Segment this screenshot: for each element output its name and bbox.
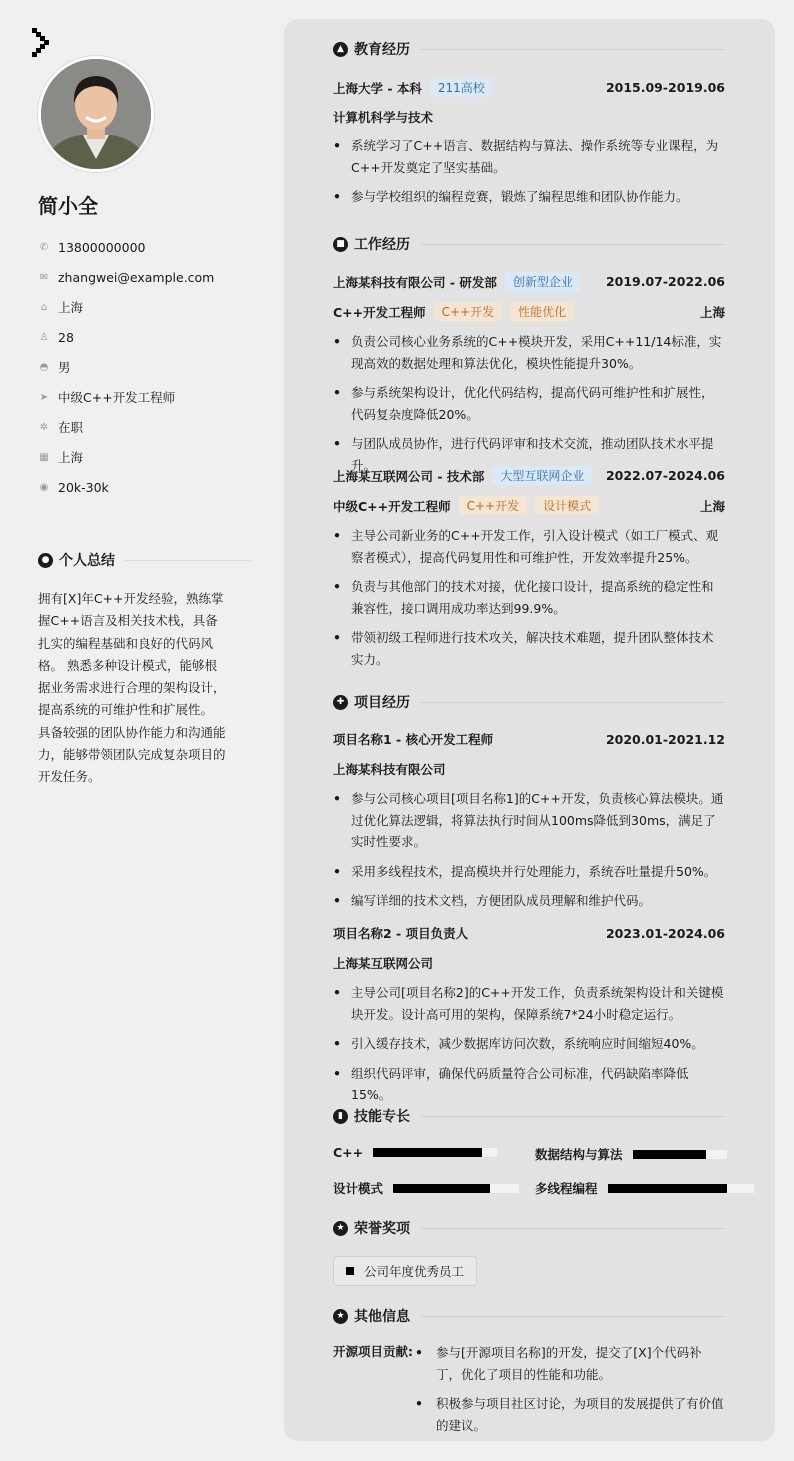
- contact-item: [38, 472, 258, 502]
- summary-title: 个人总结: [59, 553, 115, 569]
- list-item: • 主导公司新业务的C++开发工作，引入设计模式（如工厂模式、观察者模式），提高代码复用性和可维护性，开发效率提升25%。: [333, 525, 725, 568]
- contact-value: zhangwei@example.com: [58, 269, 215, 285]
- skill-tag: 设计模式: [535, 496, 599, 515]
- info-icon: ★: [333, 1309, 348, 1324]
- education-bullets: [333, 135, 725, 216]
- skill-item: [333, 1145, 497, 1160]
- company-tag: 创新型企业: [505, 272, 581, 291]
- education-header: [333, 39, 726, 59]
- job-bullets: [333, 525, 725, 678]
- contact-value: 男: [58, 360, 71, 375]
- divider: [125, 560, 252, 561]
- age-icon: ♙: [39, 331, 49, 343]
- contact-item: [38, 352, 258, 382]
- contact-value: 20k-30k: [58, 479, 109, 495]
- status-icon: ✲: [39, 421, 49, 433]
- grid-icon: ✚: [333, 695, 348, 710]
- contact-value: 上海: [58, 300, 84, 315]
- other-label: 开源项目贡献:: [333, 1344, 413, 1359]
- contact-item: [38, 262, 258, 292]
- position-icon: ➤: [39, 391, 49, 403]
- project-date: 2023.01-2024.06: [605, 925, 725, 941]
- skill-item: [535, 1145, 727, 1163]
- projects-header: [333, 692, 726, 712]
- role-name: 中级C++开发工程师: [333, 498, 451, 514]
- project-bullets: [333, 982, 725, 1114]
- company-name: 上海某科技有限公司 - 研发部: [333, 274, 497, 290]
- graduation-cap-icon: ▲: [333, 42, 348, 57]
- other-title: 其他信息: [354, 1309, 410, 1325]
- skill-name: 多线程编程: [535, 1181, 598, 1196]
- home-icon: ⌂: [40, 301, 48, 313]
- award-item: [333, 1256, 477, 1286]
- candidate-name: 简小全: [38, 194, 98, 218]
- square-icon: [346, 1267, 354, 1275]
- chevron-logo-icon: [32, 28, 52, 58]
- skill-name: C++: [333, 1145, 364, 1160]
- list-item: • 负责公司核心业务系统的C++模块开发，采用C++11/14标准，实现高效的数据处理和算法优化，模块性能提升30%。: [333, 331, 725, 374]
- list-item: • 参与[开源项目名称]的开发，提交了[X]个代码补丁，优化了项目的性能和功能。: [415, 1342, 725, 1385]
- education-row: [333, 78, 725, 97]
- contact-item: [38, 232, 258, 262]
- project-bullets: [333, 788, 725, 920]
- school-name: 上海大学 - 本科: [333, 80, 422, 96]
- skill-tag: 性能优化: [510, 302, 574, 321]
- list-item: • 带领初级工程师进行技术攻关，解决技术难题，提升团队整体技术实力。: [333, 627, 725, 670]
- projects-title: 项目经历: [354, 695, 410, 711]
- list-item: • 参与系统架构设计，优化代码结构，提高代码可维护性和扩展性，代码复杂度降低20%。: [333, 382, 725, 425]
- skill-item: [333, 1179, 519, 1197]
- role-row: [333, 302, 725, 321]
- project-name: 项目名称1 - 核心开发工程师: [333, 732, 494, 747]
- summary-body: 拥有[X]年C++开发经验，熟练掌握C++语言及相关技术栈，具备扎实的编程基础和良好的代码风格。 熟悉多种设计模式，能够根据业务需求进行合理的架构设计，提高系统的可维护性和扩展性。 具备较强的团队协作能力和沟通能力，能够带领团队完成复杂项目的开发任务。: [38, 591, 226, 785]
- job-date: 2022.07-2024.06: [605, 468, 725, 483]
- skill-name: 数据结构与算法: [535, 1147, 623, 1162]
- contact-item: [38, 382, 258, 412]
- list-item: • 与团队成员协作，进行代码评审和技术交流，推动团队技术水平提升。: [333, 433, 725, 476]
- divider: [420, 244, 726, 245]
- skill-item: [535, 1179, 754, 1197]
- list-item: • 积极参与项目社区讨论，为项目的发展提供了有价值的建议。: [415, 1393, 725, 1436]
- left-column: [0, 0, 270, 1461]
- role-name: C++开发工程师: [333, 304, 426, 320]
- work-title: 工作经历: [354, 237, 410, 253]
- role-row: [333, 496, 725, 515]
- list-item: • 负责与其他部门的技术对接，优化接口设计，提高系统的稳定性和兼容性，接口调用成功率达到99.9%。: [333, 576, 725, 619]
- job-row: [333, 272, 725, 291]
- skill-tag: C++开发: [459, 496, 528, 515]
- email-icon: ✉: [39, 271, 49, 283]
- company-name: 上海某互联网公司 - 技术部: [333, 468, 485, 484]
- contact-value: 中级C++开发工程师: [58, 390, 176, 405]
- city-icon: ▦: [39, 451, 49, 463]
- contact-item: [38, 322, 258, 352]
- divider: [420, 1316, 726, 1317]
- skill-bar-fill: [393, 1184, 490, 1193]
- other-header: [333, 1306, 726, 1326]
- project-company: 上海某互联网公司: [333, 956, 434, 971]
- salary-icon: ◉: [39, 481, 49, 493]
- phone-icon: ✆: [39, 241, 49, 253]
- summary-header: [38, 550, 252, 570]
- list-item: • 编写详细的技术文档，方便团队成员理解和维护代码。: [333, 890, 725, 912]
- skill-bar: [373, 1148, 497, 1157]
- skill-bar-fill: [633, 1150, 706, 1159]
- skills-title: 技能专长: [354, 1109, 410, 1125]
- divider: [420, 1228, 726, 1229]
- list-item: • 组织代码评审，确保代码质量符合公司标准，代码缺陷率降低15%。: [333, 1063, 725, 1106]
- divider: [420, 1116, 726, 1117]
- project-company: 上海某科技有限公司: [333, 762, 446, 777]
- contact-info-list: [38, 232, 258, 502]
- education-title: 教育经历: [354, 42, 410, 58]
- project-row: [333, 924, 725, 942]
- gender-icon: ◓: [39, 361, 49, 373]
- project-row: [333, 730, 725, 748]
- list-item: • 采用多线程技术，提高模块并行处理能力，系统吞吐量提升50%。: [333, 861, 725, 883]
- award-label: 公司年度优秀员工: [364, 1264, 465, 1279]
- skill-bar: [608, 1184, 754, 1193]
- briefcase-icon: ■: [333, 237, 348, 252]
- job-city: 上海: [699, 304, 725, 320]
- skill-name: 设计模式: [333, 1181, 384, 1196]
- contact-value: 在职: [58, 420, 84, 435]
- contact-item: [38, 442, 258, 472]
- awards-header: [333, 1218, 726, 1238]
- skills-header: [333, 1106, 726, 1126]
- main-panel: [284, 19, 775, 1441]
- award-icon: ★: [333, 1221, 348, 1236]
- user-circle-icon: ●: [38, 553, 53, 568]
- list-item: • 参与公司核心项目[项目名称1]的C++开发，负责核心算法模块。通过优化算法逻辑，将算法执行时间从100ms降低到30ms，满足了实时性要求。: [333, 788, 725, 853]
- list-item: • 引入缓存技术，减少数据库访问次数，系统响应时间缩短40%。: [333, 1033, 725, 1055]
- skill-bar: [393, 1184, 519, 1193]
- project-name: 项目名称2 - 项目负责人: [333, 926, 469, 941]
- school-tag: 211高校: [430, 78, 493, 97]
- job-date: 2019.07-2022.06: [605, 274, 725, 289]
- list-item: • 主导公司[项目名称2]的C++开发工作，负责系统架构设计和关键模块开发。设计高可用的架构，保障系统7*24小时稳定运行。: [333, 982, 725, 1025]
- contact-value: 28: [58, 329, 74, 345]
- contact-value: 13800000000: [58, 239, 146, 255]
- company-tag: 大型互联网企业: [492, 466, 592, 485]
- work-header: [333, 234, 726, 254]
- other-bullets: [415, 1342, 725, 1444]
- major: 计算机科学与技术: [333, 110, 434, 125]
- awards-title: 荣誉奖项: [354, 1221, 410, 1237]
- avatar: [38, 56, 154, 172]
- bar-chart-icon: ▮: [333, 1109, 348, 1124]
- job-city: 上海: [699, 498, 725, 514]
- skill-bar: [633, 1150, 727, 1159]
- skill-tag: C++开发: [434, 302, 503, 321]
- list-item: • 系统学习了C++语言、数据结构与算法、操作系统等专业课程，为C++开发奠定了坚实基础。: [333, 135, 725, 178]
- list-item: • 参与学校组织的编程竞赛，锻炼了编程思维和团队协作能力。: [333, 186, 725, 208]
- skill-bar-fill: [373, 1148, 482, 1157]
- job-bullets: [333, 331, 725, 484]
- divider: [420, 49, 726, 50]
- education-date: 2015.09-2019.06: [605, 80, 725, 95]
- contact-item: [38, 292, 258, 322]
- divider: [420, 702, 726, 703]
- contact-value: 上海: [58, 450, 84, 465]
- skill-bar-fill: [608, 1184, 728, 1193]
- job-row: [333, 466, 725, 485]
- project-date: 2020.01-2021.12: [605, 731, 725, 747]
- contact-item: [38, 412, 258, 442]
